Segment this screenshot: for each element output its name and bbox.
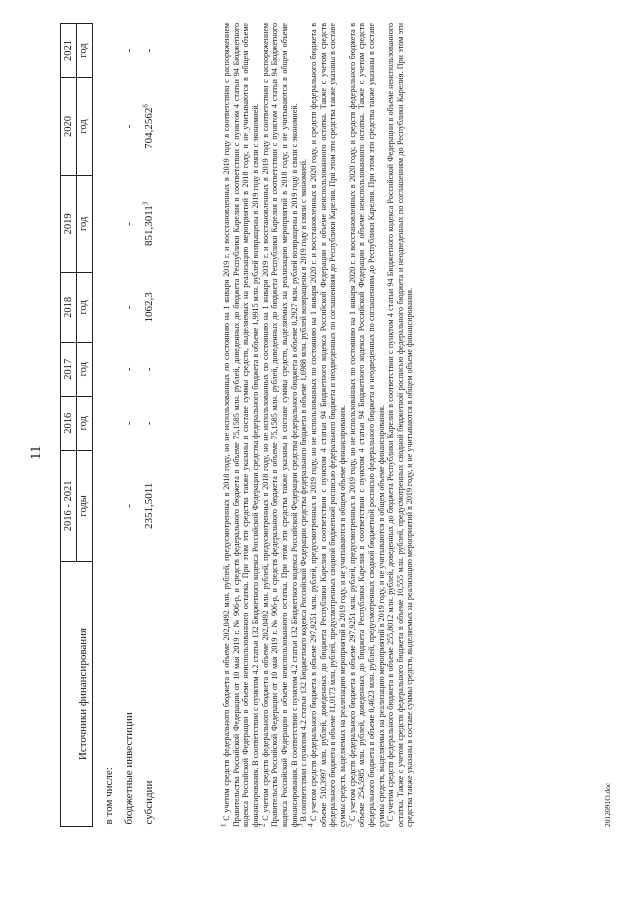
footnote-text: С учетом средств федерального бюджета в объеме 297,9251 млн. рублей, предусмотренных в 2019 году, но не использованных по состоянию на 1 января 2020 г. и восстановленных в 2020 году, и средств федерального бюджета в объеме 510,3997 млн. рублей, доведенных до бюджета Республики Карелия в соответствии с пунктом 4 статьи 94 Бюджетного кодекса Российской Федерации в объеме неиспользованного остатка. Также с учетом средств федерального бюджета в объеме 11,0173 млн. рублей, предусмотренных сводной бюджетной росписью федерального бюджета и неодведенных по соглашениям до Республики Карелия. При этом эти средства также указаны в составе суммы средств, выделяемых на реализацию мероприятий в 2019 году, и не учитываются в общем объеме финансирования. <box>308 23 347 827</box>
document-filename: 2012091О.doc <box>603 782 612 827</box>
table-cell: - <box>123 421 136 426</box>
table-cell <box>99 175 119 272</box>
table-cell <box>139 78 159 176</box>
footnote <box>306 23 348 827</box>
table-cell <box>99 396 119 450</box>
header-col-6: 2021 год <box>61 24 93 78</box>
page-number: 11 <box>28 445 44 460</box>
table-cell <box>99 78 119 176</box>
footnote <box>296 23 309 827</box>
footnote-text: С учетом средств федерального бюджета в объеме 202,0492 млн. рублей, предусмотренных в 2018 году, но не использованных по состоянию на 1 января 2019 г. и восстановленных в 2019 году в соответствии с распоряжением Правительства Российской Федерации от 10 мая 2019 г. № 906-р, и средств федерального бюджета в объеме 75,1585 млн. рублей, доведенных до бюджета Республики Карелия в соответствии с пунктом 4 статьи 94 Бюджетного кодекса Российской Федерации в объеме неиспользованного остатка. При этом эти средства также указаны в составе суммы средств, выделяемых на реализацию мероприятий в 2018 году, и не учитываются в общем объеме финансирования. В соответствии с пунктом 4.2 статьи 132 Бюджетного кодекса Российской Федерации средства федерального бюджета в объеме 0,2927 млн. рублей возвращены в 2019 году в связи с экономией. <box>260 23 299 827</box>
footnote-text: С учетом средств федерального бюджета в объеме 297,9251 млн. рублей, предусмотренных в 2019 году, но не использованных по состоянию на 1 января 2020 г. и восстановленных в 2020 году, и средств федерального бюджета в объеме 254,5985 млн. рублей, доведенных до бюджета Республики Карелия в соответствии с пунктом 4 статьи 94 Бюджетного кодекса Российской Федерации в объеме неиспользованного остатка. Также с учетом средств федерального бюджета в объеме 0,4623 млн. рублей, предусмотренных сводной бюджетной росписью федерального бюджета и неодведенных по соглашениям до Республики Карелия. При этом эти средства также указаны в составе суммы средств, выделяемых на реализацию мероприятий в 2019 году, и не учитываются в общем объеме финансирования. <box>347 23 386 827</box>
footnotes <box>219 23 415 827</box>
footnote-mark: 1 <box>219 823 228 827</box>
table-cell: - <box>123 504 136 508</box>
header-col-5: 2020 год <box>61 78 93 176</box>
footnote <box>219 23 261 827</box>
footnote-mark: 3 <box>296 823 305 827</box>
footnote-ref: 6 <box>141 104 150 108</box>
row-label: бюджетные инвестиции <box>123 712 136 825</box>
table-cell: - <box>143 367 156 372</box>
table-cell: 2351,5011 <box>143 482 156 530</box>
footnote <box>383 23 415 827</box>
table-row <box>99 24 119 827</box>
footnote-text: С учетом средств федерального бюджета в объеме 255,8012 млн. рублей, доведенных до бюджета Республики Карелия в соответствии с пунктом 4 статьи 94 Бюджетного кодекса Российской Федерации в объеме неиспользованного остатка. Также с учетом средств федерального бюджета в объеме 10,555 млн. рублей, предусмотренных сводной бюджетной росписью федерального бюджета и неодведенных по соглашениям до Республики Карелия. При этом эти средства также указаны в составе суммы средств, выделяемых на реализацию мероприятий в 2019 году, и не учитываются в общем объеме финансирования. <box>386 23 415 827</box>
table-cell: - <box>123 222 136 226</box>
table-cell <box>139 175 159 272</box>
footnote <box>344 23 387 827</box>
header-col-0: 2016 - 2021 годы <box>61 450 93 561</box>
table-cell: - <box>123 305 136 310</box>
header-col-3: 2018 год <box>61 272 93 342</box>
footnote-mark: 4 <box>306 823 315 827</box>
table-row <box>139 24 159 827</box>
header-source: Источники финансирования <box>61 562 93 827</box>
footnote-ref: 3 <box>141 201 150 206</box>
footnote-mark: 6 <box>383 823 392 827</box>
header-col-4: 2019 год <box>61 175 93 272</box>
cell-value: 704,2562 <box>143 107 156 149</box>
cell-value: 851,3011 <box>143 205 156 247</box>
table-cell: 1062,3 <box>143 292 156 323</box>
table-cell: - <box>123 367 136 372</box>
header-col-1: 2016 год <box>61 396 93 450</box>
financing-table <box>60 23 159 827</box>
footnote <box>257 23 300 827</box>
table-cell: - <box>143 48 156 53</box>
row-label: в том числе: <box>103 767 116 825</box>
footnote-mark: 2 <box>257 823 266 827</box>
footnote-text: В соответствии с пунктом 4.2 статьи 132 Бюджетного кодекса Российской Федерации средства федерального бюджета в объеме 1,6988 млн. рублей возвращены в 2019 году в связи с экономией. <box>299 158 309 822</box>
table-cell <box>99 342 119 396</box>
table-cell <box>99 272 119 342</box>
table-cell <box>99 24 119 78</box>
table-cell <box>99 450 119 561</box>
row-label: субсидии <box>143 780 156 825</box>
table-header-row <box>61 24 93 827</box>
header-col-2: 2017 год <box>61 342 93 396</box>
table-cell: - <box>123 48 136 53</box>
table-cell: - <box>143 421 156 426</box>
footnote-text: С учетом средств федерального бюджета в объеме 202,0492 млн. рублей, предусмотренных в 2018 году, но не использованных по состоянию на 1 января 2019 г. и восстановленных в 2019 году в соответствии с распоряжением Правительства Российской Федерации от 10 мая 2019 г. № 906-р, и средств федерального бюджета в объеме 75,1585 млн. рублей, доведенных до бюджета Республики Карелия в соответствии с пунктом 4 статьи 94 Бюджетного кодекса Российской Федерации в объеме неиспользованного остатка. При этом эти средства также указаны в составе суммы средств, выделяемых на реализацию мероприятий в 2018 году, и не учитываются в общем объеме финансирования. В соответствии с пунктом 4.2 статьи 132 Бюджетного кодекса Российской Федерации средства федерального бюджета в объеме 1,9915 млн. рублей возвращены в 2019 году в связи с экономией. <box>222 23 260 827</box>
table-row <box>119 24 139 827</box>
footnote-mark: 5 <box>344 823 353 827</box>
table-cell: - <box>123 124 136 129</box>
